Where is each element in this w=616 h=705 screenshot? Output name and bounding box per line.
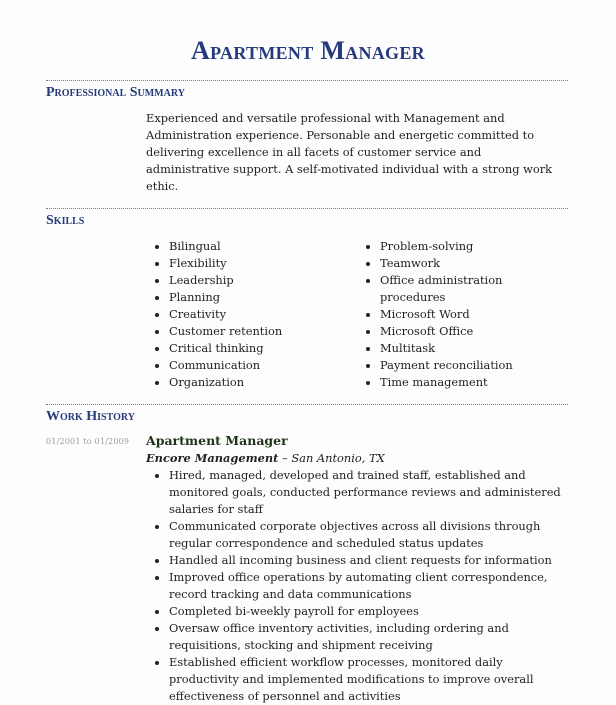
section-heading-skills: Skills bbox=[46, 213, 85, 228]
summary-text: Experienced and versatile professional with Management and Administration experience. Personable and energetic committed to delivering excellence in all facets of customer service and administrative support. A self-motivated individual with a strong work ethic. bbox=[146, 111, 553, 193]
skill-item: Time management bbox=[363, 374, 563, 391]
job-duty: Hired, managed, developed and trained staff, established and monitored goals, conducted performance reviews and administered salaries for staff bbox=[152, 467, 572, 518]
section-heading-summary: Professional Summary bbox=[46, 85, 185, 100]
section-divider bbox=[46, 208, 568, 209]
job-duty: Improved office operations by automating client correspondence, record tracking and data communications bbox=[152, 569, 572, 603]
company-line bbox=[146, 451, 385, 465]
skills-column-2 bbox=[363, 238, 563, 391]
skill-item: Teamwork bbox=[363, 255, 563, 272]
skill-item: Office administration procedures bbox=[363, 272, 530, 306]
skill-item: Microsoft Word bbox=[363, 306, 563, 323]
company-name: Encore Management bbox=[146, 451, 279, 465]
skill-item: Leadership bbox=[152, 272, 363, 289]
skill-item: Payment reconciliation bbox=[363, 357, 563, 374]
resume-title: Apartment Manager bbox=[191, 36, 425, 65]
skill-item: Bilingual bbox=[152, 238, 363, 255]
section-heading-work-history: Work History bbox=[46, 409, 135, 424]
skill-item: Planning bbox=[152, 289, 363, 306]
skill-item: Multitask bbox=[363, 340, 563, 357]
job-location: San Antonio, TX bbox=[291, 451, 385, 465]
skill-item: Problem-solving bbox=[363, 238, 563, 255]
skill-item: Flexibility bbox=[152, 255, 363, 272]
job-duty: Completed bi-weekly payroll for employees bbox=[152, 603, 572, 620]
job-duty: Established efficient workflow processes, monitored daily productivity and implemented modifications to improve overall effectiveness of personnel and activities bbox=[152, 654, 572, 705]
skill-item: Microsoft Office bbox=[363, 323, 563, 340]
job-duty: Communicated corporate objectives across all divisions through regular correspondence and scheduled status updates bbox=[152, 518, 572, 552]
job-title: Apartment Manager bbox=[146, 433, 288, 448]
section-divider bbox=[46, 80, 568, 81]
skills-list bbox=[152, 238, 563, 391]
job-dates: 01/2001 to 01/2009 bbox=[46, 437, 130, 446]
skill-item: Communication bbox=[152, 357, 363, 374]
job-duties-list bbox=[152, 467, 572, 705]
skills-column-1 bbox=[152, 238, 363, 391]
skill-item: Creativity bbox=[152, 306, 363, 323]
job-duty: Handled all incoming business and client requests for information bbox=[152, 552, 572, 569]
skill-item: Customer retention bbox=[152, 323, 363, 340]
skill-item: Organization bbox=[152, 374, 363, 391]
skill-item: Critical thinking bbox=[152, 340, 363, 357]
company-separator: – bbox=[278, 451, 292, 465]
job-duty: Oversaw office inventory activities, including ordering and requisitions, stocking and shipment receiving bbox=[152, 620, 572, 654]
section-divider bbox=[46, 404, 568, 405]
